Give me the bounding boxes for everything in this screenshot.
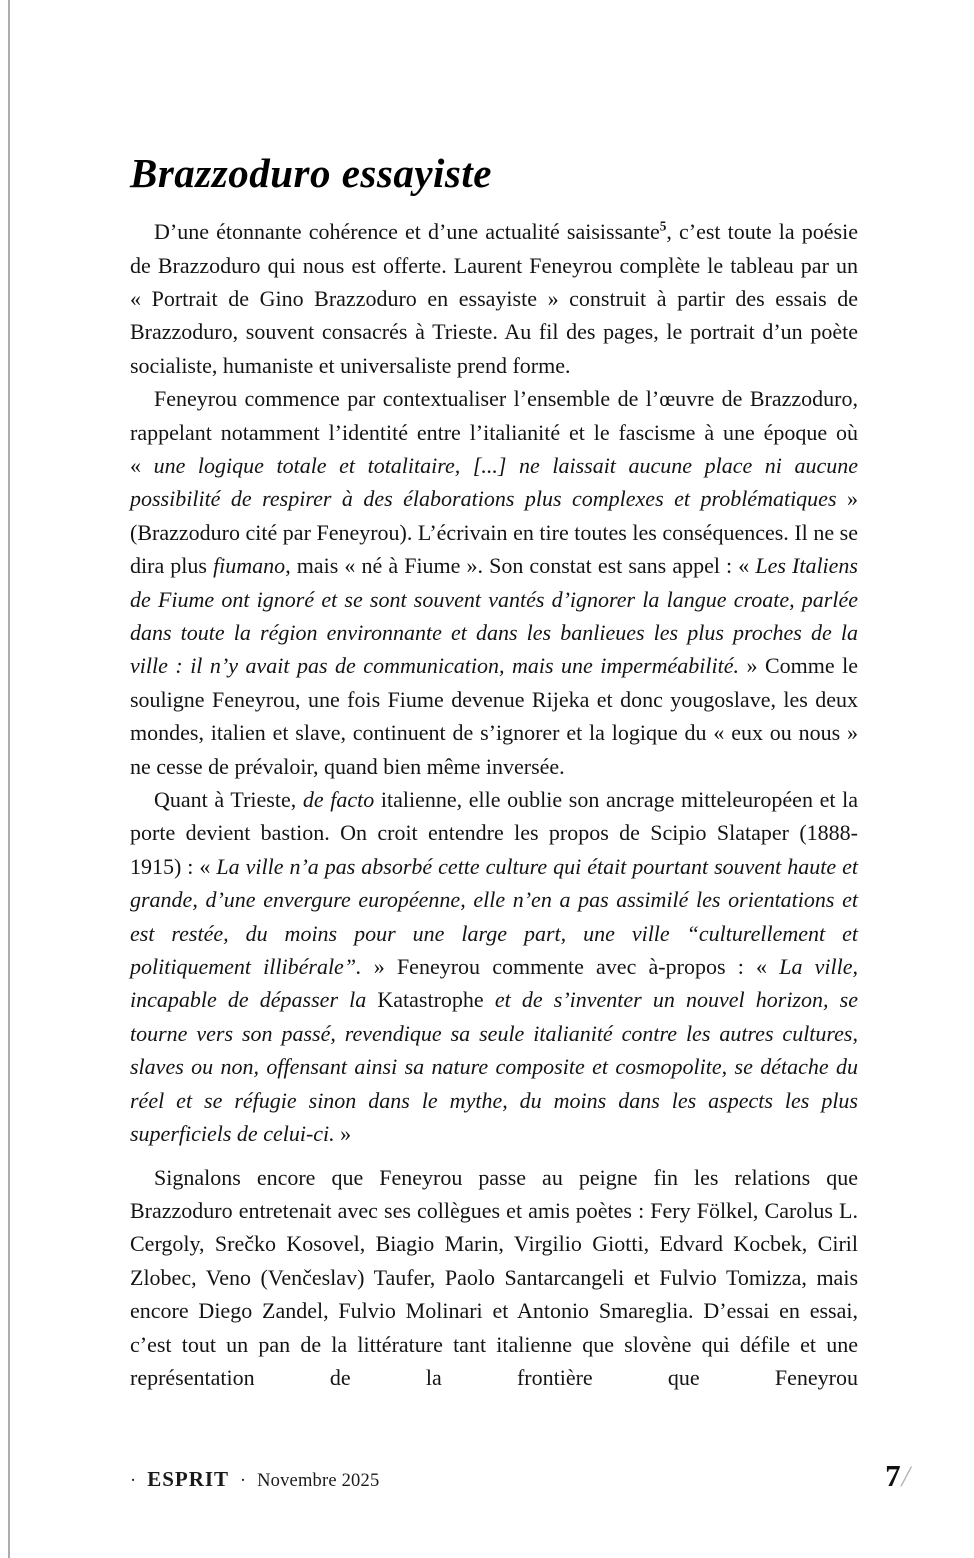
article-body [130, 215, 858, 1394]
text-run: La ville, incapable de dépasser la [130, 954, 858, 1013]
separator-dot: · [239, 1471, 247, 1491]
paragraph [130, 215, 858, 382]
paragraph [130, 783, 858, 1150]
text-run: Katastrophe [377, 987, 484, 1013]
text-run: et de s’inventer un nouvel horizon, se tourne vers son passé, revendique sa seule italianité contre les autres cultures, slaves ou non, offensant ainsi sa nature composite et cosmopolite, se détache du réel et se réfugie sinon dans le mythe, du moins dans les aspects les plus superficiels de celui-ci. [130, 987, 858, 1147]
text-run: Feneyrou commence par contextualiser l’ensemble de l’œuvre de Brazzoduro, rappelant notamment l’identité entre l’italianité et le fascisme à une époque où « [130, 386, 858, 478]
text-run: » (Brazzoduro cité par Feneyrou). L’écrivain en tire toutes les conséquences. Il ne se dira plus [130, 486, 858, 579]
paragraph [130, 382, 858, 783]
text-run: , mais « né à Fiume ». Son constat est sans appel : « [285, 553, 756, 579]
text-run: une logique totale et totalitaire, [...] ne laissait aucune place ni aucune possibilité de respirer à des élaborations plus complexes et problématiques [130, 452, 858, 512]
text-run: Quant à Trieste, [154, 787, 303, 813]
text-run: » Feneyrou commente avec à-propos : « [361, 954, 780, 980]
article-title: Brazzoduro essayiste [130, 150, 492, 196]
text-run: Les Italiens de Fiume ont ignoré et se sont souvent vantés d’ignorer la langue croate, parlée dans toute la région environnante et dans les banlieues les plus proches de la ville : il n’y avait pas de communication, mais une imperméabilité. [130, 553, 858, 679]
paragraph [130, 1161, 858, 1395]
text-run: Signalons encore que Feneyrou passe au peigne fin les relations que Brazzoduro entretenait avec ses collègues et amis poètes : Fery Fölkel, Carolus L. Cergoly, Srečko Kosovel, Biagio Marin, Virgilio Giotti, Edvard Kocbek, Ciril Zlobec, Veno (Venčeslav) Taufer, Paolo Santarcangeli et Fulvio Tomizza, mais encore Diego Zandel, Fulvio Molinari et Antonio Smareglia. D’essai en essai, c’est tout un pan de la littérature tant italienne que slovène qui défile et une représentation de la frontière que Feneyrou [130, 1164, 858, 1390]
text-run: La ville n’a pas absorbé cette culture qui était pourtant souvent haute et grande, d’une envergure européenne, elle n’en a pas assimilé les orientations et est restée, du moins pour une large part, une ville “culturellement et politiquement illibérale”. [130, 853, 858, 980]
text-run: D’une étonnante cohérence et d’une actualité saisissante [154, 219, 660, 245]
separator-dot: · [130, 1471, 137, 1491]
text-run: italienne, elle oublie son ancrage mitteleuropéen et la porte devient bastion. On croit entendre les propos de Scipio Slataper (1888-1915) : « [130, 787, 858, 879]
footnote-reference: 5 [659, 218, 667, 234]
journal-name: ESPRIT [147, 1467, 230, 1491]
page-footer [130, 1458, 910, 1494]
text-run: de facto [302, 787, 375, 813]
page-left-border [8, 0, 10, 1558]
journal-imprint [130, 1467, 379, 1492]
page-number: 7 [885, 1458, 901, 1493]
text-run: fiumano [213, 553, 286, 579]
text-run: » [334, 1121, 352, 1147]
page-number-block [885, 1458, 910, 1494]
text-run: » Comme le souligne Feneyrou, une fois Fiume devenue Rijeka et donc yougoslave, les deux mondes, italien et slave, continuent de s’ignorer et la logique du « eux ou nous » ne cesse de prévaloir, quand bien même inversée. [130, 653, 859, 779]
page-number-slash: / [901, 1460, 910, 1493]
issue-date: Novembre 2025 [257, 1471, 380, 1491]
text-run: , c’est toute la poésie de Brazzoduro qui nous est offerte. Laurent Feneyrou complète le tableau par un « Portrait de Gino Brazzoduro en essayiste » construit à partir des essais de Brazzoduro, souvent consacrés à Trieste. Au fil des pages, le portrait d’un poète socialiste, humaniste et universaliste prend forme. [130, 219, 858, 378]
article [130, 0, 858, 1394]
